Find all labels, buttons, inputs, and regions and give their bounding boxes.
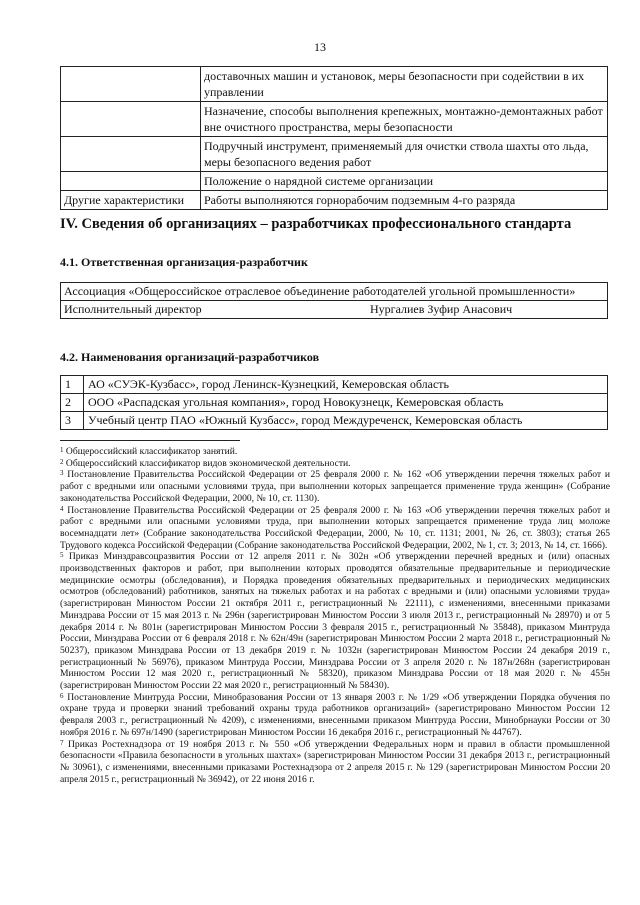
developer-name: АО «СУЭК-Кузбасс», город Ленинск-Кузнецкий, Кемеровская область: [84, 376, 608, 394]
footnote-mark: 1: [60, 446, 64, 454]
developer-name: ООО «Распадская угольная компания», город Новокузнецк, Кемеровская область: [84, 394, 608, 412]
footnote-text: Постановление Минтруда России, Минобразования России от 13 января 2003 г. № 1/29 «Об утверждении Порядка обучения по охране труда и проверки знаний требований охраны труда работников организаций» (зарегистрировано Минюстом России 12 февраля 2003 г., регистрационный № 4209), с изменениями, внесенными приказом Минтруда России, Минобрнауки России от 30 ноября 2016 г. № 697н/1490 (зарегистрирован Минюстом России 16 декабря 2016 г., регистрационный № 44767).: [60, 691, 610, 738]
footnote: [60, 446, 610, 458]
footnote-mark: 5: [60, 551, 64, 560]
table-cell-value: Положение о нарядной системе организации: [201, 172, 608, 191]
organization-name: Ассоциация «Общероссийское отраслевое объединение работодателей угольной промышленности»: [61, 283, 608, 301]
representative-position: Исполнительный директор: [64, 302, 202, 316]
table-cell-value: доставочных машин и установок, меры безопасности при содействии в их управлении: [201, 67, 608, 102]
row-number: 1: [61, 376, 84, 394]
table-row: [61, 412, 608, 430]
table-cell-label: [61, 102, 201, 137]
table-cell-label: [61, 137, 201, 172]
footnote-text: Постановление Правительства Российской Федерации от 25 февраля 2000 г. № 162 «Об утверждении перечня тяжелых работ и работ с вредными или опасными условиями труда, при выполнении которых запрещается применение труда женщин» (Собрание законодательства Российской Федерации, 2000, № 10, ст. 1130).: [60, 469, 610, 504]
representative-name: Нургалиев Зуфир Анасович: [370, 302, 513, 316]
footnote-mark: 3: [60, 469, 64, 478]
row-number: 2: [61, 394, 84, 412]
footnote-text: Общероссийский классификатор занятий.: [65, 446, 238, 457]
row-number: 3: [61, 412, 84, 430]
table-row: [61, 102, 608, 137]
table-row: [61, 283, 608, 301]
footnote-text: Постановление Правительства Российской Федерации от 25 февраля 2000 г. № 163 «Об утверждении перечня тяжелых работ и работ с вредными или опасными условиями труда, при выполнении которых запрещается применение труда лиц моложе восемнадцати лет» (Собрание законодательства Российской Федерации, 2000, № 10, ст. 1131; 2001, № 26, ст. 3803); статья 265 Трудового кодекса Российской Федерации (Собрание законодательства Российской Федерации, 2002, № 1, ст. 3; 2013, № 14, ст. 1666).: [60, 504, 610, 551]
footnote-mark: 6: [60, 691, 64, 700]
table-cell-label: [61, 172, 201, 191]
footnote-text: Приказ Ростехнадзора от 19 ноября 2013 г. № 550 «Об утверждении Федеральных норм и правил в области промышленной безопасности «Правила безопасности в угольных шахтах» (зарегистрирован Минюстом России 31 декабря 2013 г., регистрационный № 30961), с изменениями, внесенными приказами Ростехнадзора от 2 апреля 2015 г. № 129 (зарегистрирован Минюстом России 20 апреля 2015 г., регистрационный № 36942), от 22 июня 2016 г.: [60, 738, 611, 785]
page-number: 13: [314, 40, 326, 54]
representative-cell: [61, 301, 608, 319]
responsible-organization-table: [60, 282, 608, 319]
table-row: [61, 301, 608, 319]
footnote: [60, 505, 610, 552]
characteristics-table: [60, 66, 608, 210]
footnote-divider: [60, 440, 240, 441]
table-row: [61, 67, 608, 102]
developer-name: Учебный центр ПАО «Южный Кузбасс», город Междуреченск, Кемеровская область: [84, 412, 608, 430]
table-row: [61, 137, 608, 172]
table-row: [61, 376, 608, 394]
table-cell-value: Подручный инструмент, применяемый для очистки ствола шахты ото льда, меры безопасного ведения работ: [201, 137, 608, 172]
footnote-mark: 2: [60, 457, 64, 466]
footnote: [60, 551, 610, 691]
table-row: [61, 172, 608, 191]
footnote: [60, 739, 610, 786]
footnote-mark: 7: [60, 738, 64, 747]
subsection-title-developers: 4.2. Наименования организаций-разработчиков: [60, 350, 320, 364]
footnote: [60, 458, 610, 470]
table-row: [61, 394, 608, 412]
footnotes: [60, 446, 610, 785]
table-cell-label: Другие характеристики: [61, 191, 201, 210]
footnote-mark: 4: [60, 504, 64, 513]
footnote-text: Приказ Минздравсоцразвития России от 12 апреля 2011 г. № 302н «Об утверждении перечней вредных и (или) опасных производственных факторов и работ, при выполнении которых проводятся обязательные предварительные и периодические медицинские осмотры (обследования), и Порядка проведения обязательных предварительных и периодических медицинских осмотров (обследований) работников, занятых на тяжелых работах и на работах с вредными и (или) опасными условиями труда» (зарегистрирован Минюстом России 21 октября 2011 г., регистрационный № 22111), с изменениями, внесенными приказами Минздрава России от 15 мая 2013 г. № 296н (зарегистрирован Минюстом России 3 июля 2013 г., регистрационный № 28970) и от 5 декабря 2014 г. № 801н (зарегистрирован Минюстом России 3 февраля 2015 г., регистрационный № 35848), приказом Минтруда России, Минздрава России от 6 февраля 2018 г. № 62н/49н (зарегистрирован Минюстом России 2 марта 2018 г., регистрационный № 50237), приказом Минздрава России от 13 декабря 2019 г. № 1032н (зарегистрирован Минюстом России 24 декабря 2019 г., регистрационный № 56976), приказом Минтруда России, Минздрава России от 3 апреля 2020 г. № 187н/268н (зарегистрирован Минюстом России 12 мая 2020 г., регистрационный № 58320), приказом Минздрава России от 18 мая 2020 г. № 455н (зарегистрирован Минюстом России 22 мая 2020 г., регистрационный № 58430).: [60, 551, 610, 692]
section-title: IV. Сведения об организациях – разработчиках профессионального стандарта: [60, 216, 572, 232]
table-cell-value: Назначение, способы выполнения крепежных, монтажно-демонтажных работ вне очистного пространства, меры безопасности: [201, 102, 608, 137]
developer-organizations-table: [60, 375, 608, 430]
subsection-title-responsible: 4.1. Ответственная организация-разработчик: [60, 255, 308, 269]
table-row: [61, 191, 608, 210]
footnote-text: Общероссийский классификатор видов экономической деятельности.: [65, 457, 351, 469]
footnote: [60, 469, 610, 504]
table-cell-label: [61, 67, 201, 102]
table-cell-value: Работы выполняются горнорабочим подземным 4-го разряда: [201, 191, 608, 210]
footnote: [60, 692, 610, 739]
